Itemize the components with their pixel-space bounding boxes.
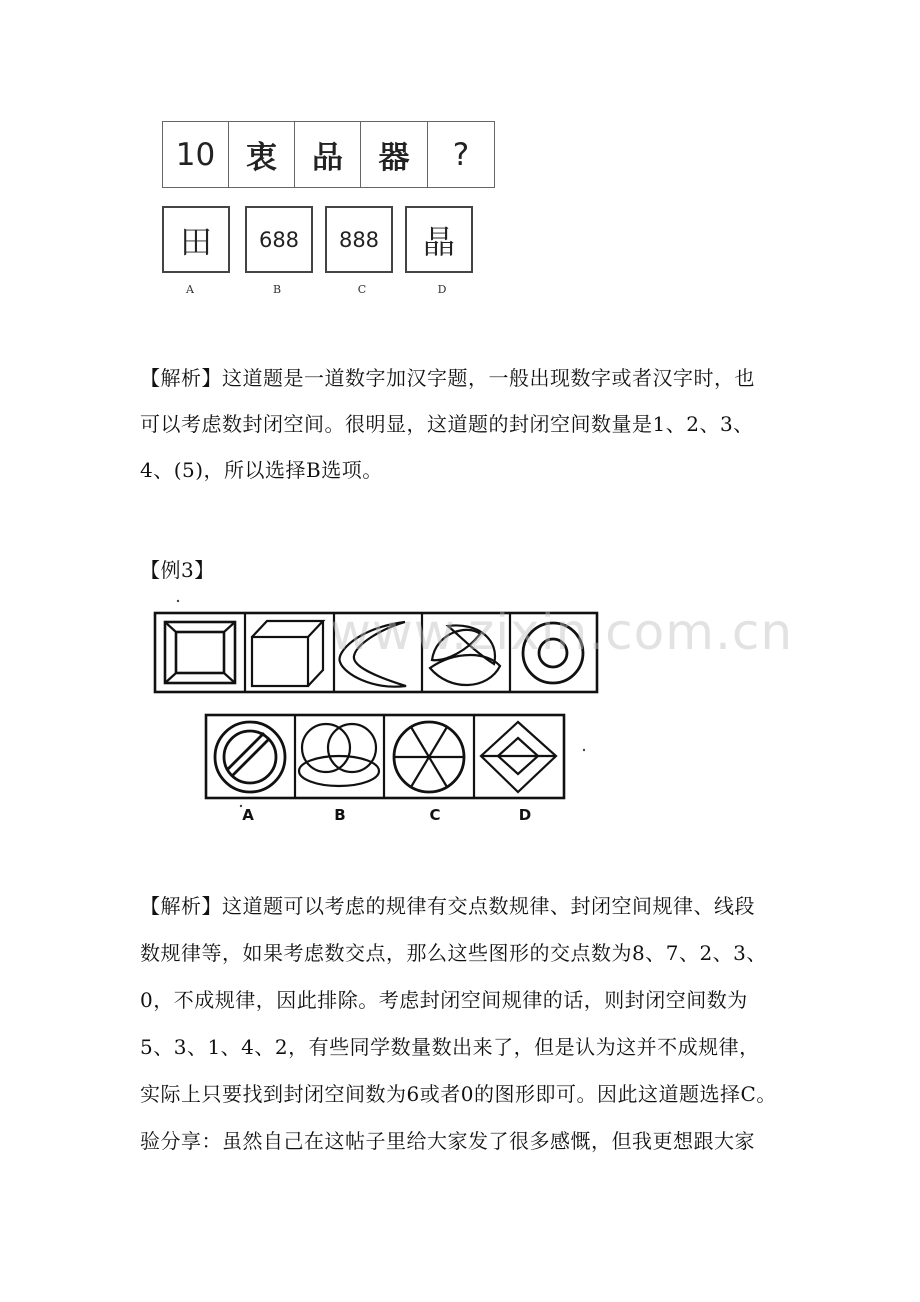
question-cell-5: ?	[427, 121, 495, 188]
option-b-caption: B	[334, 806, 346, 824]
option-c-label: C	[357, 283, 367, 296]
question-cell-2: 衷	[228, 121, 295, 188]
example3-heading-text: 【例3】	[140, 558, 215, 582]
analysis2-line-4: 5、3、1、4、2，有些同学数量数出来了，但是认为这并不成规律，	[140, 1035, 760, 1059]
option-d-figure	[481, 722, 556, 792]
analysis2-line-3: 0，不成规律，因此排除。考虑封闭空间规律的话，则封闭空间数为	[140, 988, 748, 1012]
analysis1-line-3: 4、(5)，所以选择B选项。	[140, 458, 383, 482]
option-c-caption: C	[429, 806, 441, 824]
figure-cube	[252, 621, 323, 686]
figure-frame-square	[165, 622, 235, 683]
analysis1-line-1: 【解析】这道题是一道数字加汉字题，一般出现数字或者汉字时，也	[140, 366, 755, 390]
option-b-figure	[299, 724, 379, 786]
analysis1-line-2: 可以考虑数封闭空间。很明显，这道题的封闭空间数量是1、2、3、	[140, 412, 754, 436]
option-a-label: A	[186, 283, 194, 296]
analysis2-line-2: 数规律等，如果考虑数交点，那么这些图形的交点数为8、7、2、3、	[140, 941, 767, 965]
option-d-label: D	[437, 283, 447, 296]
option-a-figure	[215, 722, 285, 792]
analysis-paragraph-2	[140, 890, 800, 1158]
option-a-caption: A	[242, 806, 254, 824]
option-a-box: 田	[162, 206, 230, 273]
question-cell-4: 器	[360, 121, 428, 188]
option-b-box: 688	[245, 206, 313, 273]
analysis2-line-6: 验分享：虽然自己在这帖子里给大家发了很多感慨，但我更想跟大家	[140, 1129, 755, 1153]
question-cell-1: 10	[162, 121, 229, 188]
option-d-caption: D	[518, 806, 532, 824]
option-c-box: 888	[325, 206, 393, 273]
analysis2-line-1: 【解析】这道题可以考虑的规律有交点数规律、封闭空间规律、线段	[140, 894, 755, 918]
option-d-box: 晶	[405, 206, 473, 273]
watermark-text: www.zixin.com.cn	[330, 603, 794, 661]
option-c-figure	[394, 722, 464, 792]
analysis2-line-5: 实际上只要找到封闭空间数为6或者0的图形即可。因此这道题选择C。	[140, 1082, 777, 1106]
option-b-label: B	[272, 283, 282, 296]
question-cell-3: 品	[294, 121, 361, 188]
